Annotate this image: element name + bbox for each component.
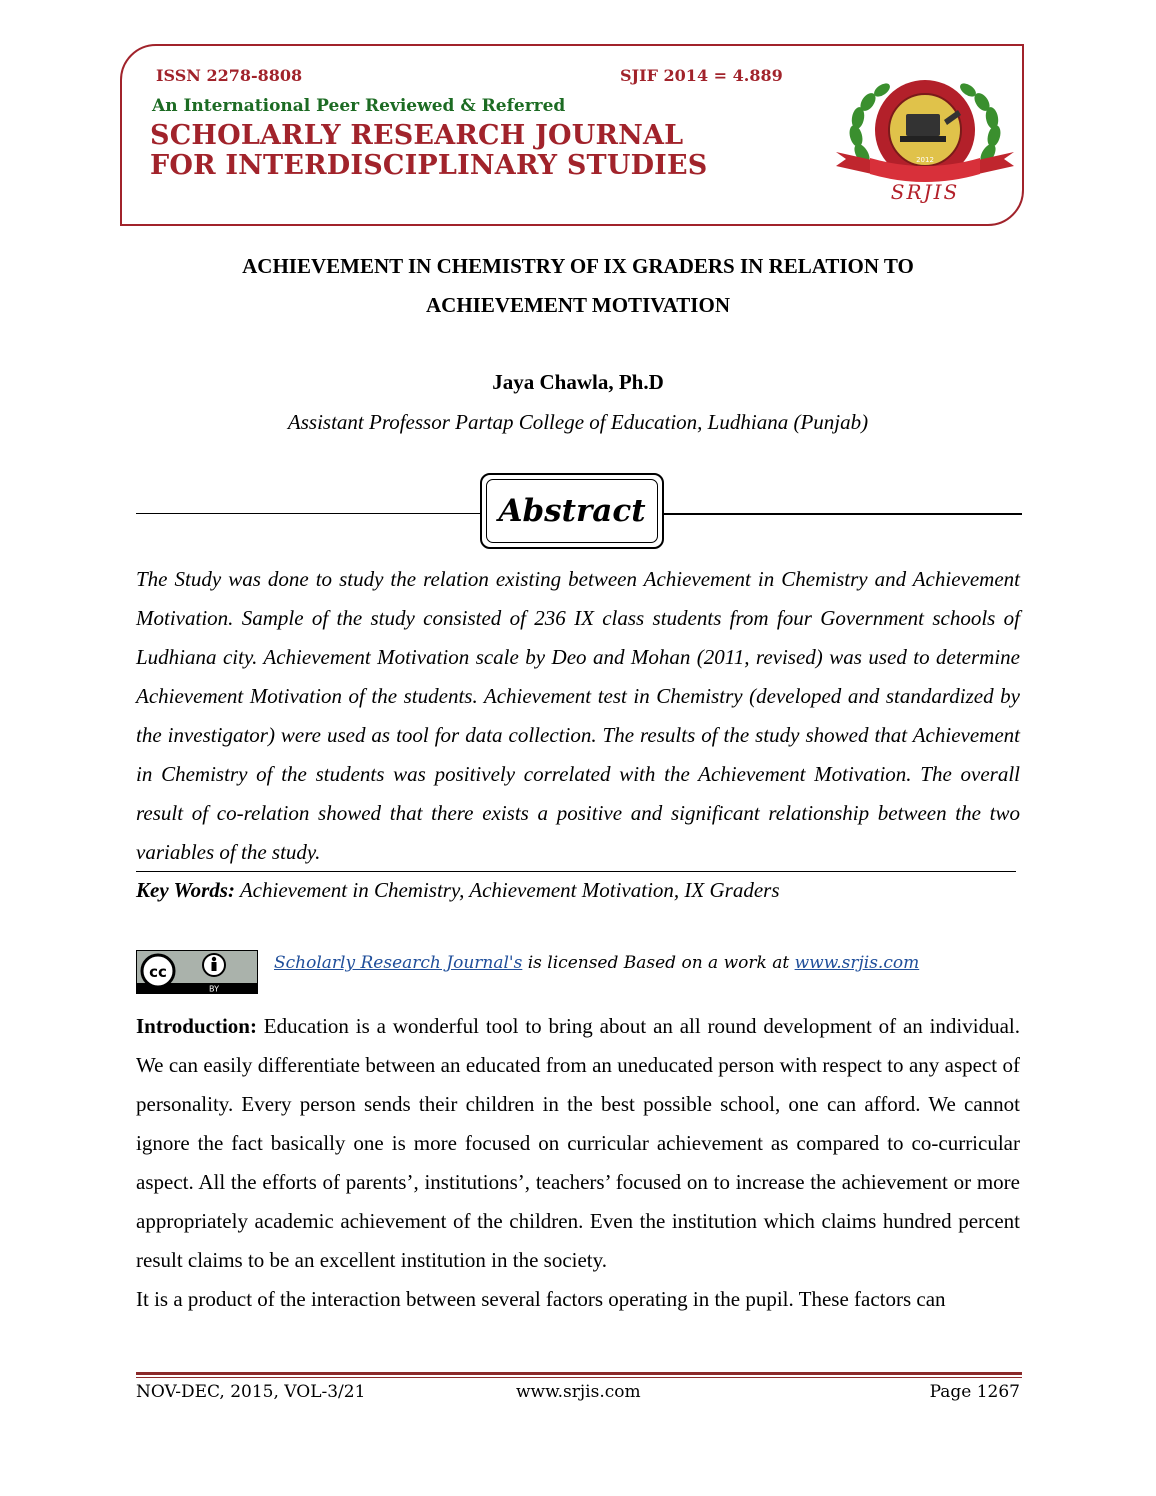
abstract-heading: Abstract [486, 479, 658, 543]
introduction-section [136, 1007, 1020, 1319]
journal-name-line2: FOR INTERDISCIPLINARY STUDIES [150, 150, 708, 181]
svg-text:2012: 2012 [916, 156, 934, 164]
svg-text:BY: BY [209, 984, 219, 994]
footer-rule-thin [136, 1377, 1022, 1378]
journal-name-line1: SCHOLARLY RESEARCH JOURNAL [150, 120, 684, 151]
article-title-line2: ACHIEVEMENT MOTIVATION [426, 293, 730, 317]
footer-page-number: Page 1267 [929, 1382, 1020, 1402]
journal-license-link[interactable]: Scholarly Research Journal's [274, 953, 523, 973]
introduction-paragraph-1-text: Education is a wonderful tool to bring about an all round development of an individual. We can easily differentiate between an educated from an uneducated person with respect to any aspect of personality. Every person sends their children in the best possible school, one can afford. We cannot ignore the fact basically one is more focused on curricular achievement as compared to co-curricular aspect. All the efforts of parents’, institutions’, teachers’ focused on to increase the achievement or more appropriately academic achievement of the children. Even the institution which claims hundred percent result claims to be an excellent institution in the society. [136, 1014, 1020, 1272]
svg-text:cc: cc [149, 963, 167, 981]
keywords-divider [136, 871, 1016, 872]
site-link[interactable]: www.srjis.com [794, 953, 920, 973]
footer-issue: NOV-DEC, 2015, VOL-3/21 [136, 1382, 366, 1402]
article-title-line1: ACHIEVEMENT IN CHEMISTRY OF IX GRADERS IN RELATION TO [242, 254, 914, 278]
introduction-paragraph-1 [136, 1007, 1020, 1280]
footer-website: www.srjis.com [516, 1382, 641, 1402]
journal-logo [832, 74, 1018, 208]
creative-commons-by-badge[interactable] [136, 950, 258, 994]
license-middle-text: is licensed Based on a work at [522, 953, 795, 973]
abstract-text: The Study was done to study the relation existing between Achievement in Chemistry and Achievement Motivation. Sample of the study consisted of 236 IX class students from four Government schools of Ludhiana city. Achievement Motivation scale by Deo and Mohan (2011, revised) was used to determine Achievement Motivation of the students. Achievement test in Chemistry (developed and standardized by the investigator) were used as tool for data collection. The results of the study showed that Achievement in Chemistry of the students was positively correlated with the Achievement Motivation. The overall result of co-relation showed that there exists a positive and significant relationship between the two variables of the study. [136, 567, 1020, 864]
sjif-score: SJIF 2014 = 4.889 [620, 66, 783, 85]
author-name: Jaya Chawla, Ph.D [492, 370, 664, 394]
introduction-paragraph-2: It is a product of the interaction between several factors operating in the pupil. These factors can [136, 1287, 946, 1311]
keywords [136, 878, 780, 903]
license-statement [274, 953, 919, 973]
peer-reviewed-tagline: An International Peer Reviewed & Referred [152, 96, 566, 116]
abstract-rule-left [136, 513, 482, 514]
introduction-label: Introduction: [136, 1014, 257, 1038]
keywords-list: Achievement in Chemistry, Achievement Motivation, IX Graders [234, 878, 780, 902]
keywords-label: Key Words: [136, 878, 235, 902]
abstract-rule-right [662, 513, 1022, 515]
author-affiliation: Assistant Professor Partap College of Education, Ludhiana (Punjab) [287, 410, 869, 434]
abstract-heading-box [480, 473, 664, 549]
issn: ISSN 2278-8808 [156, 66, 303, 85]
footer-rule-thick [136, 1372, 1022, 1375]
svg-text:SRJIS: SRJIS [890, 180, 960, 204]
